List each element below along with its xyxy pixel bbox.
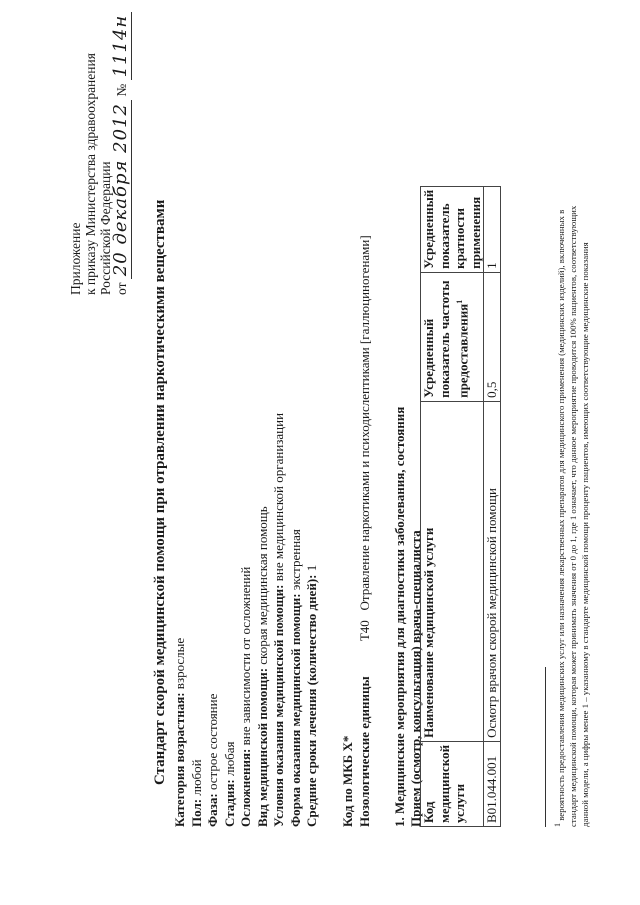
header-name: Наименование медицинской услуги	[421, 401, 484, 741]
section-heading: 1. Медицинские мероприятия для диагностики заболевания, состояния	[392, 406, 407, 827]
param-value: экстренная	[287, 529, 303, 591]
subsection-heading: Прием (осмотр, консультация) врача-специалиста	[408, 530, 423, 827]
param-value: любой	[188, 759, 204, 796]
param-phase	[205, 413, 222, 827]
appendix-header	[68, 12, 129, 295]
cell-code: B01.044.001	[484, 741, 501, 826]
footnote-ref: 1	[455, 299, 464, 304]
param-value: 1	[304, 564, 319, 572]
param-treatment-duration	[304, 413, 321, 827]
param-label: Средние сроки лечения (количество дней):	[304, 574, 319, 827]
footnote-line: данной модели, а цифры менее 1 – указанному в стандарте медицинской помощи проценту пациентов, имеющих соответствующие медицинские показания	[579, 242, 590, 827]
icd-block	[340, 235, 373, 827]
param-label: Фаза:	[205, 793, 220, 827]
header-multiplicity: Усредненный показатель кратности применения	[421, 186, 484, 272]
table-row	[484, 186, 501, 826]
param-care-form	[288, 413, 305, 827]
header-frequency	[421, 272, 484, 401]
table-header-row	[421, 186, 484, 826]
header-code: Код медицинской услуги	[421, 741, 484, 826]
document-title: Стандарт скорой медицинской помощи при отравлении наркотическими веществами	[152, 199, 168, 785]
param-value: скорая медицинская помощь	[254, 506, 270, 665]
param-care-type	[255, 413, 272, 827]
param-value: вне зависимости от осложнений	[238, 566, 253, 746]
footnote-line	[552, 206, 567, 827]
handwritten-date: 20 декабря 2012	[110, 100, 132, 279]
header-frequency-text: Усредненный показатель частоты предоставления	[421, 280, 471, 398]
services-table	[420, 186, 501, 827]
icd-description: Отравление наркотиками и психодислептиками [галлюциногенами]	[356, 235, 372, 611]
date-prefix: от	[114, 282, 129, 295]
footnote	[552, 206, 591, 827]
nosology-label: Нозологические единицы	[356, 676, 372, 827]
cell-multiplicity: 1	[484, 186, 501, 272]
param-value: любая	[221, 741, 237, 777]
footnote-line: стандарт медицинской помощи, которая может принимать значения от 0 до 1, где 1 означает, что данное мероприятие проводится 100% пациентов, соответствующих	[567, 205, 578, 827]
number-prefix: №	[114, 83, 129, 97]
param-value: острое состояние	[205, 693, 220, 791]
param-stage	[222, 413, 239, 827]
param-age-category	[172, 413, 189, 827]
footnote-marker: 1	[553, 823, 562, 827]
param-care-conditions	[271, 413, 288, 827]
order-date-line	[110, 12, 131, 295]
param-label: Осложнения:	[238, 748, 253, 827]
handwritten-order-number: 1114н	[110, 12, 132, 81]
nosology-line	[357, 235, 374, 827]
param-value: вне медицинской организации	[271, 412, 286, 582]
footnote-rule	[545, 667, 546, 827]
param-label: Форма оказания медицинской помощи:	[287, 593, 303, 827]
icd-code-label: Код по МКБ X*	[340, 735, 355, 827]
param-label: Условия оказания медицинской помощи:	[271, 584, 286, 827]
footnote-text: вероятность предоставления медицинских услуг или назначения лекарственных препаратов для медицинского применения (медицинских изделий), включенных в	[555, 209, 566, 821]
param-value: взрослые	[172, 637, 187, 690]
cell-frequency: 0,5	[484, 272, 501, 401]
param-label: Вид медицинской помощи:	[254, 667, 270, 827]
appendix-line: к приказу Министерства здравоохранения	[83, 53, 98, 295]
standard-parameters	[172, 413, 321, 827]
cell-name: Осмотр врачом скорой медицинской помощи	[484, 401, 501, 741]
icd-code: T40	[356, 620, 372, 642]
param-sex	[189, 413, 206, 827]
param-label: Пол:	[188, 798, 204, 827]
param-complications	[238, 413, 255, 827]
param-label: Стадия:	[221, 779, 237, 827]
appendix-line: Российской Федерации	[98, 161, 113, 295]
appendix-line: Приложение	[68, 222, 83, 295]
param-label: Категория возрастная:	[172, 692, 187, 827]
